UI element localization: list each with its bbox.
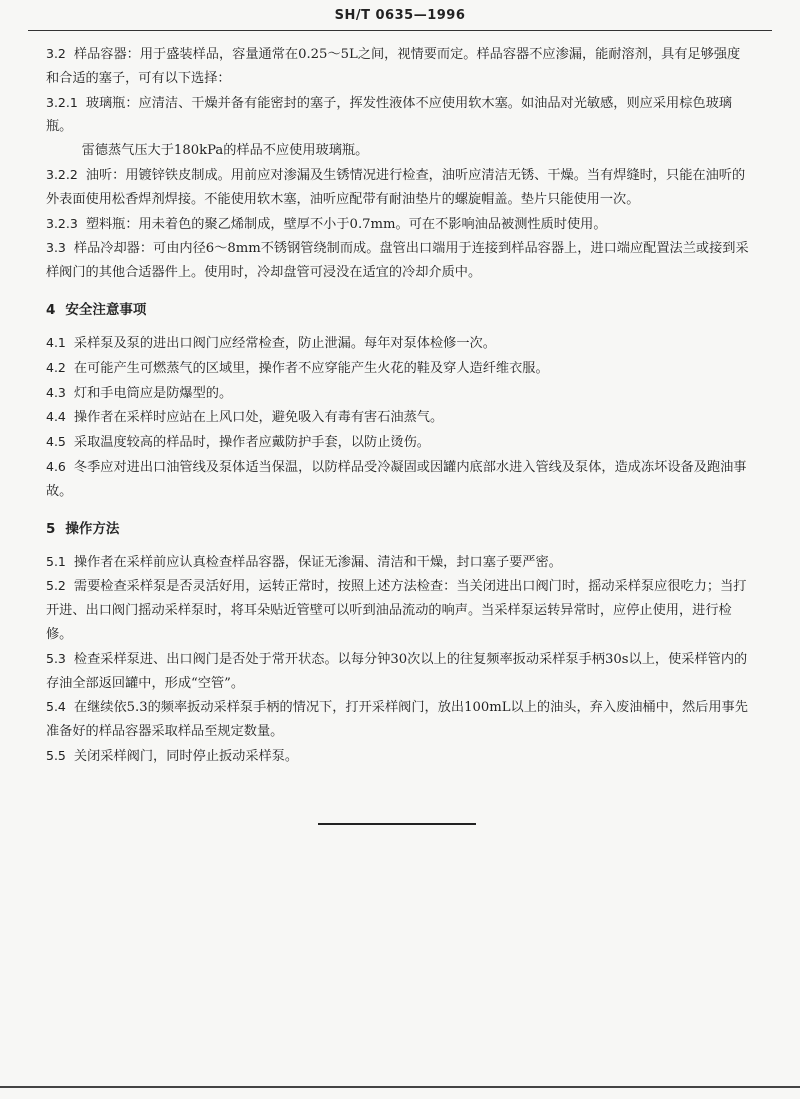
clause-text: 关闭采样阀门，同时停止扳动采样泵。 [73, 748, 299, 764]
clause-number: 3.2.2 [46, 166, 78, 182]
clause-text: 灯和手电筒应是防爆型的。 [73, 385, 233, 401]
paragraph-3-2-3 [46, 212, 752, 237]
paragraph-4-4 [46, 405, 752, 430]
paragraph-5-5 [46, 744, 752, 769]
paragraph-5-1 [46, 550, 752, 575]
page-header [28, 0, 772, 31]
clause-number: 5.3 [46, 650, 66, 666]
clause-number: 3.2 [46, 46, 66, 61]
paragraph-3-3 [46, 236, 752, 285]
paragraph-5-2 [46, 574, 752, 646]
document-body [46, 42, 752, 769]
paragraph-5-4 [46, 695, 752, 744]
clause-number: 4.3 [46, 384, 66, 400]
clause-text: 在可能产生可燃蒸气的区域里，操作者不应穿能产生火花的鞋及穿人造纤维衣服。 [73, 360, 549, 376]
paragraph-3-2-2 [46, 163, 752, 212]
section-number: 5 [46, 520, 56, 537]
clause-text: 操作者在采样前应认真检查样品容器，保证无渗漏、清洁和干燥，封口塞子要严密。 [73, 554, 562, 570]
clause-text: 冬季应对进出口油管线及泵体适当保温，以防样品受冷凝固或因罐内底部水进入管线及泵体，造成冻坏设备及跑油事故。 [46, 459, 747, 499]
paragraph-3-2-1-note [46, 139, 752, 163]
clause-number: 5.1 [46, 553, 66, 569]
clause-text: 油听：用镀锌铁皮制成。用前应对渗漏及生锈情况进行检查，油听应清洁无锈、干燥。当有焊缝时，只能在油听的外表面使用松香焊剂焊接。不能使用软木塞，油听应配带有耐油垫片的螺旋帽盖。垫片只能使用一次。 [46, 167, 746, 207]
section-title: 操作方法 [65, 520, 120, 537]
clause-text: 检查采样泵进、出口阀门是否处于常开状态。以每分钟30次以上的往复频率扳动采样泵手柄30s以上，使采样管内的存油全部返回罐中，形成“空管”。 [46, 651, 748, 691]
section-title: 安全注意事项 [65, 301, 147, 318]
clause-number: 4.6 [46, 458, 66, 474]
clause-number: 5.2 [46, 578, 66, 594]
clause-number: 3.3 [46, 240, 66, 256]
paragraph-4-6 [46, 455, 752, 504]
section-5-heading [46, 518, 752, 540]
section-4-heading [46, 299, 752, 321]
paragraph-4-5 [46, 430, 752, 455]
paragraph-3-2 [46, 42, 752, 91]
paragraph-4-2 [46, 356, 752, 381]
clause-text: 玻璃瓶：应清洁、干燥并备有能密封的塞子，挥发性液体不应使用软木塞。如油品对光敏感，则应采用棕色玻璃瓶。 [46, 95, 732, 135]
clause-number: 4.1 [46, 334, 66, 350]
clause-text: 在继续依5.3的频率扳动采样泵手柄的情况下，打开采样阀门，放出100mL以上的油头，弃入废油桶中，然后用事先准备好的样品容器采取样品至规定数量。 [46, 700, 748, 740]
paragraph-4-3 [46, 381, 752, 406]
clause-text: 需要检查采样泵是否灵活好用，运转正常时，按照上述方法检查：当关闭进出口阀门时，摇动采样泵应很吃力；当打开进、出口阀门摇动采样泵时，将耳朵贴近管壁可以听到油品流动的响声。当采样泵运转异常时，应停止使用，进行检修。 [46, 579, 747, 642]
clause-text: 塑料瓶：用未着色的聚乙烯制成，壁厚不小于0.7mm。可在不影响油品被测性质时使用。 [85, 216, 607, 232]
clause-number: 4.2 [46, 359, 66, 375]
clause-number: 3.2.1 [46, 94, 78, 110]
clause-number: 5.5 [46, 747, 66, 763]
clause-number: 3.2.3 [46, 215, 78, 231]
clause-text: 雷德蒸气压大于180kPa的样品不应使用玻璃瓶。 [81, 143, 369, 159]
section-number: 4 [46, 301, 56, 318]
clause-number: 4.5 [46, 434, 66, 450]
clause-number: 5.4 [46, 699, 66, 715]
paragraph-3-2-1 [46, 91, 752, 140]
clause-text: 样品容器：用于盛装样品，容量通常在0.25～5L之间，视情要而定。样品容器不应渗漏，能耐溶剂，具有足够强度和合适的塞子，可有以下选择： [46, 47, 741, 86]
clause-text: 操作者在采样时应站在上风口处，避免吸入有毒有害石油蒸气。 [73, 410, 444, 426]
paragraph-5-3 [46, 647, 752, 696]
clause-text: 采样泵及泵的进出口阀门应经常检查，防止泄漏。每年对泵体检修一次。 [73, 335, 496, 351]
end-of-document-rule [318, 823, 476, 825]
bottom-border [0, 1086, 800, 1088]
clause-number: 4.4 [46, 409, 66, 425]
standard-code: SH/T 0635—1996 [334, 8, 466, 23]
clause-text: 样品冷却器：可由内径6～8mm不锈钢管绕制而成。盘管出口端用于连接到样品容器上，进口端应配置法兰或接到采样阀门的其他合适器件上。使用时，冷却盘管可浸没在适宜的冷却介质中。 [46, 241, 749, 281]
clause-text: 采取温度较高的样品时，操作者应戴防护手套，以防止烫伤。 [73, 435, 430, 451]
paragraph-4-1 [46, 331, 752, 356]
